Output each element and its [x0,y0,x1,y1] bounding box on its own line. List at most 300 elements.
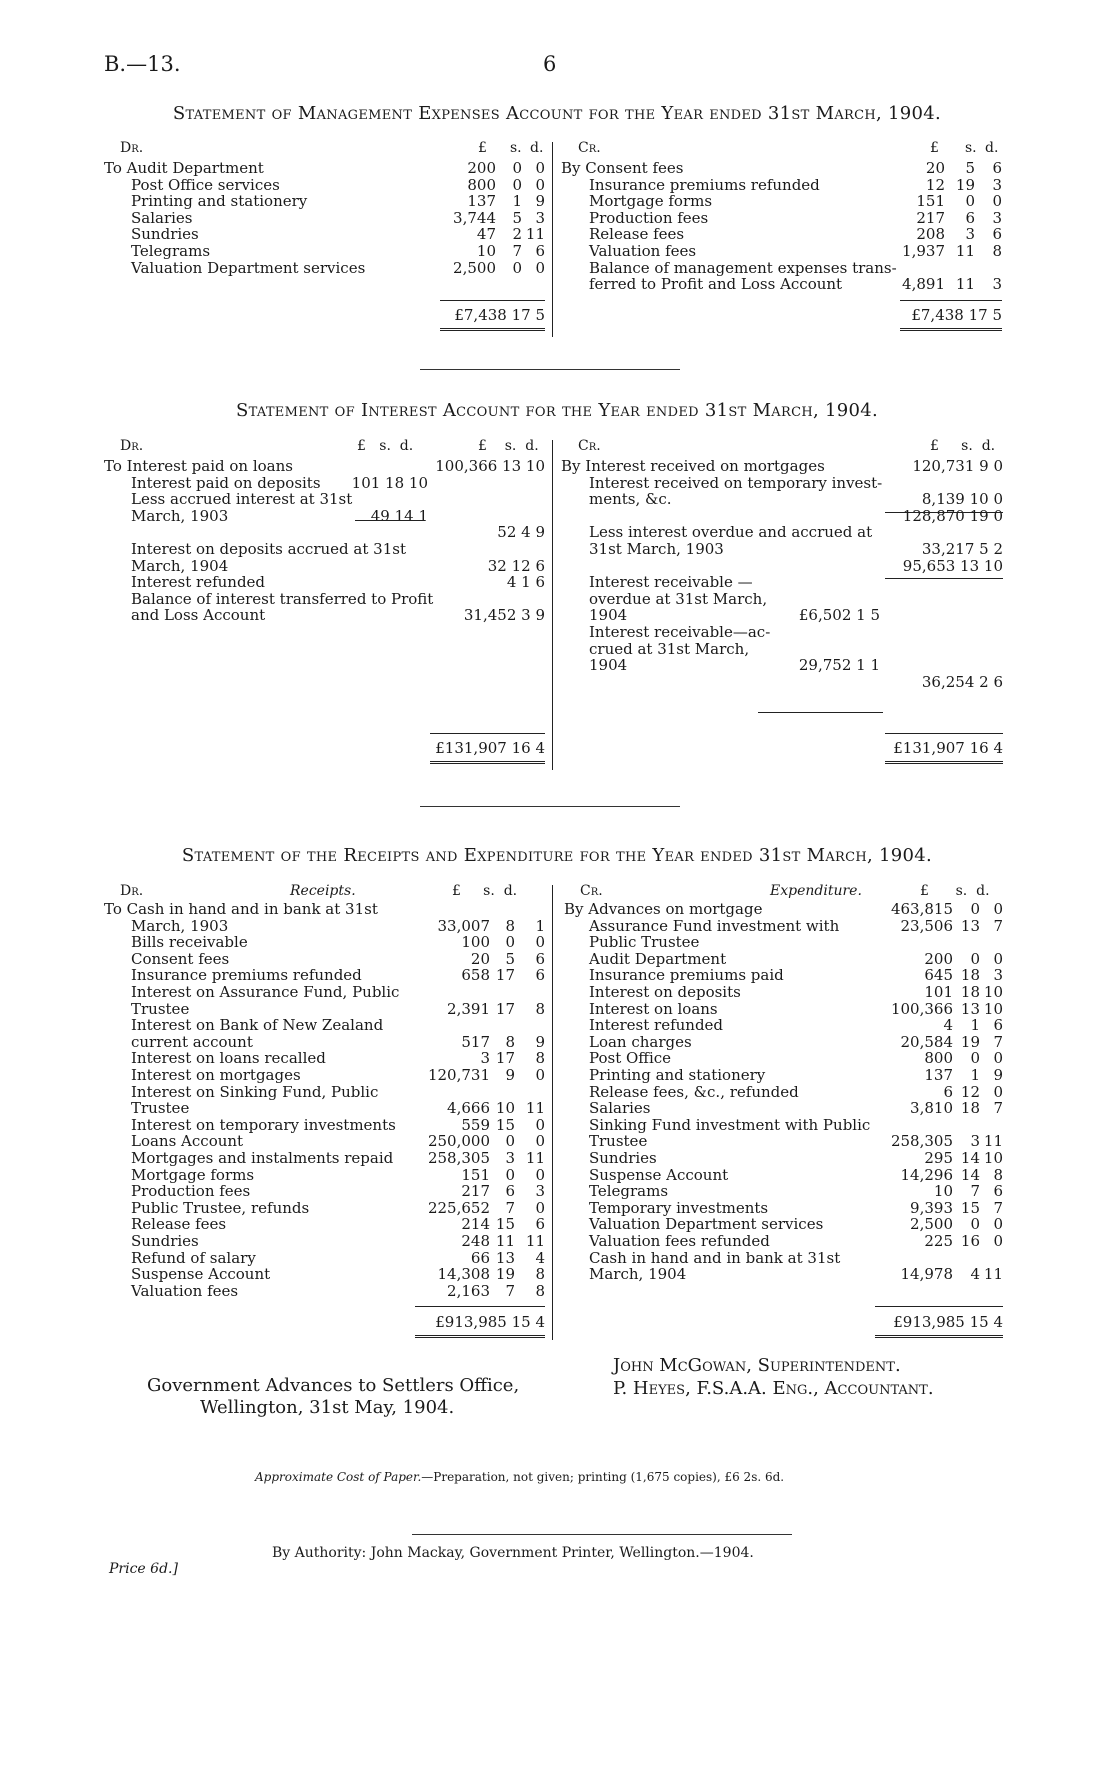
receipts-credit-pounds: 101 [924,983,953,1001]
mgmt-dr-total: £7,438 17 5 [454,306,545,324]
receipts-debit-label: Mortgages and instalments repaid [131,1149,394,1167]
receipts-credit-label: Interest refunded [589,1016,724,1035]
receipts-credit-pence: 10 [983,999,1003,1018]
mgmt-cr-pence-head: d. [985,140,999,156]
receipts-debit-label: Interest on Assurance Fund, Public [131,983,400,1001]
interest-cr-heads: £ s. d. [930,438,996,454]
mgmt-dr-shillings-head: s. [510,140,522,156]
mgmt-credit-shillings: 11 [955,242,975,260]
receipts-credit-pence: 9 [993,1066,1003,1084]
receipts-cr-heading: Expenditure. [770,883,862,899]
receipts-credit-pounds: 9,393 [910,1198,953,1217]
mgmt-credit-pence: 3 [992,208,1002,227]
receipts-credit-label: Sundries [589,1149,657,1167]
printer-authority: By Authority: John Mackay, Government Printer, Wellington.—1904. [272,1545,754,1561]
interest-debit-label: March, 1904 [131,556,229,575]
receipts-debit-pence: 6 [535,966,545,985]
receipts-credit-pounds: 6 [943,1082,953,1101]
mgmt-cr-pounds-head: £ [930,140,939,156]
mgmt-debit-label: To Audit Department [104,159,264,177]
mgmt-credit-pence: 3 [992,275,1002,294]
cost-text: —Preparation, not given; printing (1,675 copies), £6 2s. 6d. [421,1470,785,1484]
interest-debit-label: Balance of interest transferred to Profit [131,589,434,608]
interest-credit-label: Interest received on temporary invest- [589,473,883,492]
mgmt-dr-double-rule [440,328,545,331]
mgmt-credit-label: Balance of management expenses trans- [589,258,897,277]
receipts-debit-label: Production fees [131,1182,251,1201]
receipts-debit-pounds: 559 [461,1115,490,1134]
receipts-credit-pence: 10 [983,1149,1003,1167]
receipts-credit-shillings: 14 [960,1165,980,1184]
interest-debit-amount: 32 12 6 [487,556,545,575]
receipts-debit-shillings: 5 [505,949,515,968]
receipts-credit-pence: 0 [993,1232,1003,1250]
receipts-debit-label: Mortgage forms [131,1165,255,1184]
receipts-debit-pence: 0 [535,1115,545,1134]
interest-cr-rule [885,733,1003,734]
mgmt-debit-label: Telegrams [131,242,211,260]
receipts-debit-shillings: 3 [505,1149,515,1167]
receipts-divider [552,885,553,1340]
receipts-credit-shillings: 14 [960,1149,980,1167]
mgmt-credit-pence: 6 [992,225,1002,244]
receipts-debit-pence: 0 [535,933,545,952]
interest-credit-amount: 8,139 10 0 [921,490,1003,509]
receipts-debit-shillings: 0 [505,1165,515,1184]
receipts-credit-shillings: 3 [970,1132,980,1151]
mgmt-credit-pounds: 1,937 [902,242,945,260]
receipts-debit-label: current account [131,1032,253,1051]
mgmt-cr-rule [900,300,1002,301]
mgmt-debit-pence: 11 [525,225,545,244]
receipts-credit-shillings: 15 [960,1198,980,1217]
receipts-credit-shillings: 1 [970,1066,980,1084]
receipts-credit-pence: 10 [983,983,1003,1001]
receipts-credit-pence: 6 [993,1182,1003,1201]
receipts-debit-pence: 9 [535,1032,545,1051]
receipts-debit-pence: 0 [535,1165,545,1184]
receipts-debit-pence: 1 [535,916,545,935]
receipts-credit-label: Printing and stationery [589,1066,766,1084]
interest-credit-label: overdue at 31st March, [589,589,768,608]
receipts-credit-label: Cash in hand and in bank at 31st [589,1248,841,1267]
receipts-credit-pounds: 800 [924,1049,953,1068]
receipts-debit-pounds: 214 [461,1215,490,1234]
receipts-debit-pence: 11 [525,1149,545,1167]
mgmt-credit-pounds: 4,891 [902,275,945,294]
mgmt-debit-pence: 6 [535,242,545,260]
receipts-credit-pounds: 137 [924,1066,953,1084]
mgmt-credit-label: ferred to Profit and Loss Account [589,275,843,294]
interest-credit-label: 31st March, 1903 [589,540,724,558]
interest-credit-label: 1904 [589,656,628,675]
mgmt-dr-rule [440,300,545,301]
section-separator-1 [420,369,680,370]
receipts-credit-shillings: 12 [960,1082,980,1101]
mgmt-debit-label: Valuation Department services [131,258,366,277]
interest-credit-subamount: 29,752 1 1 [798,656,880,675]
receipts-debit-pounds: 225,652 [427,1198,490,1217]
price-label: Price 6d.] [109,1561,178,1577]
receipts-debit-pounds: 217 [461,1182,490,1201]
mgmt-debit-pounds: 200 [467,159,496,177]
interest-credit-amount: 33,217 5 2 [921,540,1003,558]
office-line-1: Government Advances to Settlers Office, [147,1375,520,1396]
mgmt-title: Statement of Management Expenses Account for the Year ended 31st March, 1904. [172,103,942,124]
receipts-debit-pence: 8 [535,999,545,1018]
receipts-credit-shillings: 18 [960,1099,980,1118]
receipts-credit-label: Interest on deposits [589,983,741,1001]
interest-credit-subamount: £6,502 1 5 [798,606,880,625]
receipts-debit-shillings: 8 [505,916,515,935]
mgmt-credit-shillings: 5 [965,159,975,177]
receipts-cr-total: £913,985 15 4 [893,1313,1003,1331]
receipts-debit-shillings: 11 [495,1232,515,1250]
receipts-debit-label: Refund of salary [131,1248,256,1267]
receipts-credit-pence: 3 [993,966,1003,985]
receipts-debit-shillings: 10 [495,1099,515,1118]
interest-debit-label: March, 1903 [131,506,229,525]
receipts-credit-pounds: 225 [924,1232,953,1250]
receipts-credit-shillings: 18 [960,983,980,1001]
receipts-credit-shillings: 0 [970,1049,980,1068]
receipts-dr-rule [415,1306,545,1307]
interest-dr-subtotal-rule [355,520,425,521]
cost-of-paper-note [255,1470,784,1484]
receipts-credit-pence: 8 [993,1165,1003,1184]
receipts-credit-pounds: 645 [924,966,953,985]
interest-title: Statement of Interest Account for the Year ended 31st March, 1904. [235,400,879,421]
mgmt-debit-pounds: 3,744 [453,208,496,227]
receipts-credit-pence: 7 [993,1198,1003,1217]
receipts-debit-pence: 11 [525,1099,545,1118]
receipts-debit-shillings: 17 [495,966,515,985]
receipts-credit-pounds: 3,810 [910,1099,953,1118]
receipts-debit-pounds: 66 [470,1248,490,1267]
mgmt-credit-shillings: 0 [965,192,975,211]
receipts-debit-pence: 0 [535,1066,545,1084]
mgmt-cr-shillings-head: s. [965,140,977,156]
interest-credit-amount: 36,254 2 6 [921,672,1003,691]
interest-debit-amount: 4 1 6 [506,573,545,592]
interest-dr-sub-heads: £ s. d. [357,438,414,454]
receipts-debit-shillings: 0 [505,933,515,952]
receipts-credit-shillings: 0 [970,900,980,918]
receipts-credit-label: Assurance Fund investment with [589,916,840,935]
receipts-debit-pounds: 658 [461,966,490,985]
mgmt-credit-label: Mortgage forms [589,192,713,211]
receipts-debit-label: Trustee [131,999,190,1018]
interest-credit-amount: 128,870 19 0 [902,506,1003,525]
office-line-2: Wellington, 31st May, 1904. [200,1397,455,1418]
receipts-debit-pounds: 248 [461,1232,490,1250]
interest-dr-label: Dr. [120,438,144,454]
interest-credit-label: Less interest overdue and accrued at [589,523,873,542]
interest-cr-total: £131,907 16 4 [893,739,1003,757]
receipts-debit-label: Interest on loans recalled [131,1049,326,1068]
receipts-debit-pounds: 3 [480,1049,490,1068]
receipts-debit-pounds: 4,666 [447,1099,490,1118]
mgmt-debit-pence: 0 [535,175,545,194]
receipts-debit-pounds: 2,391 [447,999,490,1018]
receipts-dr-heading: Receipts. [290,883,356,899]
mgmt-credit-label: By Consent fees [561,159,684,177]
receipts-debit-shillings: 8 [505,1032,515,1051]
receipts-debit-pounds: 517 [461,1032,490,1051]
interest-debit-label: Interest on deposits accrued at 31st [131,540,406,558]
receipts-debit-pence: 0 [535,1132,545,1151]
signature-accountant: P. Heyes, F.S.A.A. Eng., Accountant. [613,1378,934,1399]
receipts-credit-pounds: 200 [924,949,953,968]
mgmt-credit-pence: 8 [992,242,1002,260]
receipts-debit-label: Insurance premiums refunded [131,966,362,985]
receipts-dr-total: £913,985 15 4 [435,1313,545,1331]
receipts-debit-pence: 6 [535,949,545,968]
receipts-credit-pence: 0 [993,1049,1003,1068]
mgmt-debit-pence: 3 [535,208,545,227]
receipts-debit-pounds: 33,007 [437,916,490,935]
receipts-credit-label: Valuation fees refunded [589,1232,770,1250]
receipts-debit-label: Consent fees [131,949,230,968]
receipts-credit-shillings: 16 [960,1232,980,1250]
receipts-credit-shillings: 4 [970,1265,980,1284]
receipts-credit-shillings: 7 [970,1182,980,1201]
interest-debit-label: Interest paid on deposits [131,473,321,492]
mgmt-credit-pounds: 20 [925,159,945,177]
interest-debit-label: Interest refunded [131,573,266,592]
receipts-debit-pence: 8 [535,1049,545,1068]
receipts-credit-pounds: 463,815 [890,900,953,918]
receipts-debit-pounds: 2,163 [447,1281,490,1300]
mgmt-credit-pence: 0 [992,192,1002,211]
receipts-credit-pounds: 23,506 [900,916,953,935]
mgmt-debit-shillings: 0 [512,175,522,194]
receipts-credit-pence: 0 [993,1215,1003,1234]
mgmt-dr-pence-head: d. [530,140,544,156]
receipts-credit-pounds: 14,296 [900,1165,953,1184]
mgmt-debit-pounds: 10 [476,242,496,260]
receipts-debit-label: Valuation fees [131,1281,239,1300]
receipts-credit-pounds: 10 [933,1182,953,1201]
receipts-credit-pounds: 258,305 [890,1132,953,1151]
mgmt-debit-pounds: 2,500 [453,258,496,277]
interest-dr-double-rule [430,761,545,764]
interest-credit-label: Interest receivable—ac- [589,623,771,641]
receipts-credit-pence: 7 [993,1099,1003,1118]
interest-dr-heads: £ s. d. [478,438,539,454]
interest-credit-amount: 95,653 13 10 [902,556,1003,575]
receipts-debit-label: Trustee [131,1099,190,1118]
mgmt-credit-pounds: 12 [925,175,945,194]
mgmt-dr-label: Dr. [120,140,144,156]
interest-cr-double-rule [885,761,1003,764]
receipts-debit-shillings: 0 [505,1132,515,1151]
receipts-credit-pounds: 4 [943,1016,953,1035]
receipts-debit-pence: 0 [535,1198,545,1217]
mgmt-debit-pence: 9 [535,192,545,211]
receipts-cr-rule [875,1306,1003,1307]
receipts-credit-pence: 11 [983,1132,1003,1151]
receipts-debit-label: Interest on Sinking Fund, Public [131,1082,379,1101]
interest-debit-amount: 100,366 13 10 [435,457,545,475]
receipts-debit-shillings: 19 [495,1265,515,1284]
receipts-dr-heads: £ s. d. [452,883,518,899]
receipts-dr-label: Dr. [120,883,144,899]
mgmt-debit-shillings: 1 [512,192,522,211]
receipts-credit-pence: 11 [983,1265,1003,1284]
receipts-debit-label: Interest on Bank of New Zealand [131,1016,384,1035]
receipts-credit-label: Loan charges [589,1032,692,1051]
receipts-credit-shillings: 18 [960,966,980,985]
mgmt-debit-label: Printing and stationery [131,192,308,211]
receipts-debit-shillings: 17 [495,1049,515,1068]
mgmt-debit-shillings: 5 [512,208,522,227]
mgmt-debit-label: Sundries [131,225,199,244]
receipts-credit-label: Public Trustee [589,933,700,952]
interest-credit-label: By Interest received on mortgages [561,457,825,475]
receipts-credit-label: Release fees, &c., refunded [589,1082,799,1101]
receipts-debit-shillings: 15 [495,1215,515,1234]
receipts-debit-shillings: 15 [495,1115,515,1134]
mgmt-credit-label: Release fees [589,225,685,244]
receipts-credit-shillings: 1 [970,1016,980,1035]
receipts-debit-pounds: 258,305 [427,1149,490,1167]
receipts-debit-label: Bills receivable [131,933,248,952]
receipts-debit-pounds: 151 [461,1165,490,1184]
receipts-debit-pence: 3 [535,1182,545,1201]
receipts-credit-label: Trustee [589,1132,648,1151]
mgmt-credit-shillings: 11 [955,275,975,294]
receipts-credit-pence: 0 [993,1082,1003,1101]
receipts-debit-label: Release fees [131,1215,227,1234]
receipts-credit-pence: 7 [993,916,1003,935]
receipts-credit-label: Post Office [589,1049,672,1068]
receipts-cr-heads: £ s. d. [920,883,990,899]
cost-label: Approximate Cost of Paper. [255,1470,422,1484]
report-code: B.—13. [104,52,181,76]
receipts-debit-shillings: 13 [495,1248,515,1267]
mgmt-credit-shillings: 6 [965,208,975,227]
receipts-dr-double-rule [415,1335,545,1338]
mgmt-debit-pence: 0 [535,159,545,177]
mgmt-debit-label: Salaries [131,208,193,227]
signature-superintendent: John McGowan, Superintendent. [613,1355,901,1376]
mgmt-credit-shillings: 3 [965,225,975,244]
interest-debit-label: and Loss Account [131,606,266,625]
interest-debit-label: To Interest paid on loans [104,457,293,475]
interest-debit-subamount: 49 14 1 [370,506,428,525]
receipts-credit-shillings: 0 [970,1215,980,1234]
receipts-debit-shillings: 17 [495,999,515,1018]
receipts-debit-label: Suspense Account [131,1265,271,1284]
interest-debit-label: Less accrued interest at 31st [131,490,353,509]
receipts-debit-pence: 8 [535,1265,545,1284]
receipts-credit-pence: 6 [993,1016,1003,1035]
receipts-title: Statement of the Receipts and Expenditure for the Year ended 31st March, 1904. [181,845,933,866]
receipts-debit-shillings: 6 [505,1182,515,1201]
mgmt-cr-label: Cr. [578,140,601,156]
receipts-credit-label: Salaries [589,1099,651,1118]
receipts-credit-label: Interest on loans [589,999,718,1018]
interest-debit-amount: 52 4 9 [497,523,545,542]
receipts-credit-label: By Advances on mortgage [564,900,763,918]
receipts-credit-pounds: 100,366 [890,999,953,1018]
mgmt-debit-pence: 0 [535,258,545,277]
receipts-credit-shillings: 13 [960,999,980,1018]
receipts-credit-label: March, 1904 [589,1265,687,1284]
interest-credit-label: Interest receivable — [589,573,753,592]
authority-rule [412,1534,792,1535]
receipts-debit-pounds: 14,308 [437,1265,490,1284]
receipts-debit-label: Sundries [131,1232,199,1250]
receipts-credit-label: Telegrams [589,1182,669,1201]
receipts-credit-label: Sinking Fund investment with Public [589,1115,871,1134]
mgmt-dr-pounds-head: £ [478,140,487,156]
interest-cr-subtotal-rule-1 [885,512,1003,513]
interest-cr-sub-rule [758,712,883,713]
mgmt-cr-total: £7,438 17 5 [911,306,1002,324]
section-separator-2 [420,806,680,807]
receipts-credit-label: Suspense Account [589,1165,729,1184]
receipts-debit-pounds: 120,731 [427,1066,490,1084]
mgmt-credit-pounds: 151 [916,192,945,211]
mgmt-debit-pounds: 137 [467,192,496,211]
receipts-debit-shillings: 7 [505,1281,515,1300]
receipts-debit-label: Public Trustee, refunds [131,1198,310,1217]
interest-divider [552,440,553,770]
interest-credit-amount: 120,731 9 0 [912,457,1003,475]
interest-credit-label: ments, &c. [589,490,672,509]
receipts-debit-label: March, 1903 [131,916,229,935]
receipts-debit-pounds: 100 [461,933,490,952]
mgmt-debit-pounds: 47 [476,225,496,244]
interest-dr-rule [430,733,545,734]
receipts-credit-label: Audit Department [589,949,727,968]
mgmt-debit-shillings: 7 [512,242,522,260]
interest-cr-label: Cr. [578,438,601,454]
interest-debit-amount: 31,452 3 9 [463,606,545,625]
receipts-credit-label: Insurance premiums paid [589,966,784,985]
mgmt-debit-shillings: 0 [512,159,522,177]
receipts-credit-pounds: 20,584 [900,1032,953,1051]
receipts-debit-shillings: 9 [505,1066,515,1084]
mgmt-credit-pounds: 208 [916,225,945,244]
receipts-debit-pounds: 250,000 [427,1132,490,1151]
mgmt-debit-label: Post Office services [131,175,280,194]
receipts-debit-label: Loans Account [131,1132,244,1151]
receipts-debit-label: To Cash in hand and in bank at 31st [104,900,378,918]
interest-credit-label: 1904 [589,606,628,625]
receipts-credit-shillings: 0 [970,949,980,968]
receipts-debit-shillings: 7 [505,1198,515,1217]
receipts-credit-label: Valuation Department services [589,1215,824,1234]
mgmt-credit-label: Valuation fees [589,242,697,260]
receipts-credit-shillings: 13 [960,916,980,935]
interest-cr-subtotal-rule-2 [885,578,1003,579]
mgmt-divider [552,142,553,337]
receipts-credit-pence: 0 [993,900,1003,918]
receipts-credit-shillings: 19 [960,1032,980,1051]
mgmt-debit-shillings: 2 [512,225,522,244]
receipts-cr-double-rule [875,1335,1003,1338]
mgmt-credit-label: Insurance premiums refunded [589,175,820,194]
mgmt-credit-pence: 3 [992,175,1002,194]
mgmt-credit-pounds: 217 [916,208,945,227]
mgmt-credit-pence: 6 [992,159,1002,177]
page-number: 6 [543,52,557,76]
receipts-credit-pounds: 295 [924,1149,953,1167]
mgmt-credit-label: Production fees [589,208,709,227]
